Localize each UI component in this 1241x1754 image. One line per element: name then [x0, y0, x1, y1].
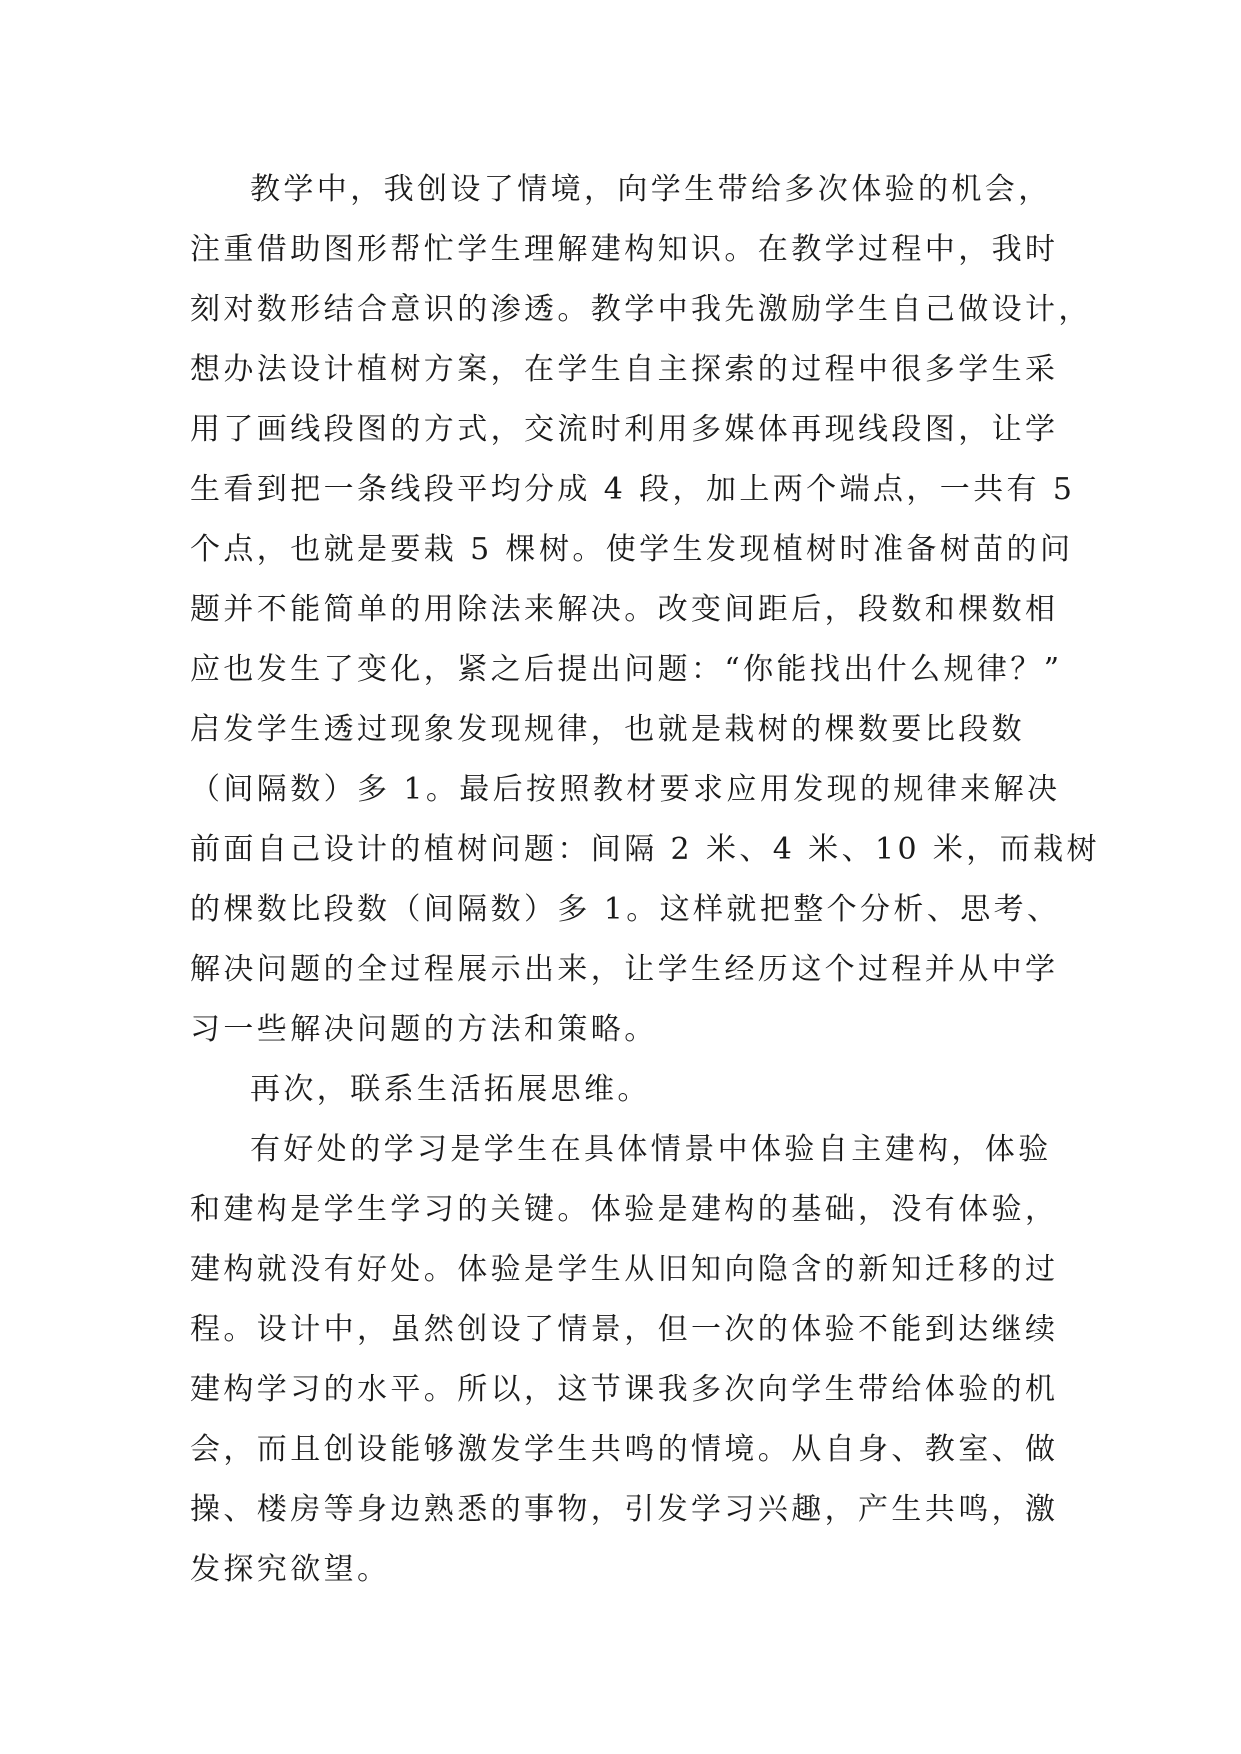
paragraph-2-line-5: 建构学习的水平。所以，这节课我多次向学生带给体验的机 [190, 1372, 1059, 1407]
paragraph-1-line-2: 注重借助图形帮忙学生理解建构知识。在教学过程中，我时 [190, 232, 1059, 267]
paragraph-1-line-8: 题并不能简单的用除法来解决。改变间距后，段数和棵数相 [190, 592, 1059, 627]
paragraph-1-line-4: 想办法设计植树方案，在学生自主探索的过程中很多学生采 [190, 352, 1059, 387]
paragraph-1-line-9: 应也发生了变化，紧之后提出问题：“你能找出什么规律？” [190, 652, 1063, 687]
section-heading: 再次，联系生活拓展思维。 [250, 1072, 651, 1107]
paragraph-2-line-3: 建构就没有好处。体验是学生从旧知向隐含的新知迁移的过 [190, 1252, 1059, 1287]
paragraph-1-line-3: 刻对数形结合意识的渗透。教学中我先激励学生自己做设计， [190, 292, 1092, 327]
document-body [190, 160, 1100, 1600]
paragraph-1-line-11: （间隔数）多 1。最后按照教材要求应用发现的规律来解决 [190, 772, 1061, 807]
paragraph-1-line-1: 教学中，我创设了情境，向学生带给多次体验的机会， [250, 172, 1052, 207]
paragraph-2-line-7: 操、楼房等身边熟悉的事物，引发学习兴趣，产生共鸣，激 [190, 1492, 1059, 1527]
paragraph-2-line-6: 会，而且创设能够激发学生共鸣的情境。从自身、教室、做 [190, 1432, 1059, 1467]
paragraph-1-line-5: 用了画线段图的方式，交流时利用多媒体再现线段图，让学 [190, 412, 1059, 447]
paragraph-1-line-13: 的棵数比段数（间隔数）多 1。这样就把整个分析、思考、 [190, 892, 1061, 927]
paragraph-1-line-15: 习一些解决问题的方法和策略。 [190, 1012, 658, 1047]
paragraph-2-line-8: 发探究欲望。 [190, 1552, 391, 1587]
paragraph-1-line-10: 启发学生透过现象发现规律，也就是栽树的棵数要比段数 [190, 712, 1025, 747]
paragraph-1-line-7: 个点，也就是要栽 5 棵树。使学生发现植树时准备树苗的问 [190, 532, 1074, 567]
paragraph-2-line-4: 程。设计中，虽然创设了情景，但一次的体验不能到达继续 [190, 1312, 1059, 1347]
paragraph-2-line-1: 有好处的学习是学生在具体情景中体验自主建构，体验 [250, 1132, 1052, 1167]
paragraph-1-line-12: 前面自己设计的植树问题：间隔 2 米、4 米、10 米，而栽树 [190, 832, 1100, 867]
paragraph-1-line-14: 解决问题的全过程展示出来，让学生经历这个过程并从中学 [190, 952, 1059, 987]
paragraph-1-line-6: 生看到把一条线段平均分成 4 段，加上两个端点，一共有 5 [190, 472, 1076, 507]
paragraph-2-line-2: 和建构是学生学习的关键。体验是建构的基础，没有体验， [190, 1192, 1059, 1227]
